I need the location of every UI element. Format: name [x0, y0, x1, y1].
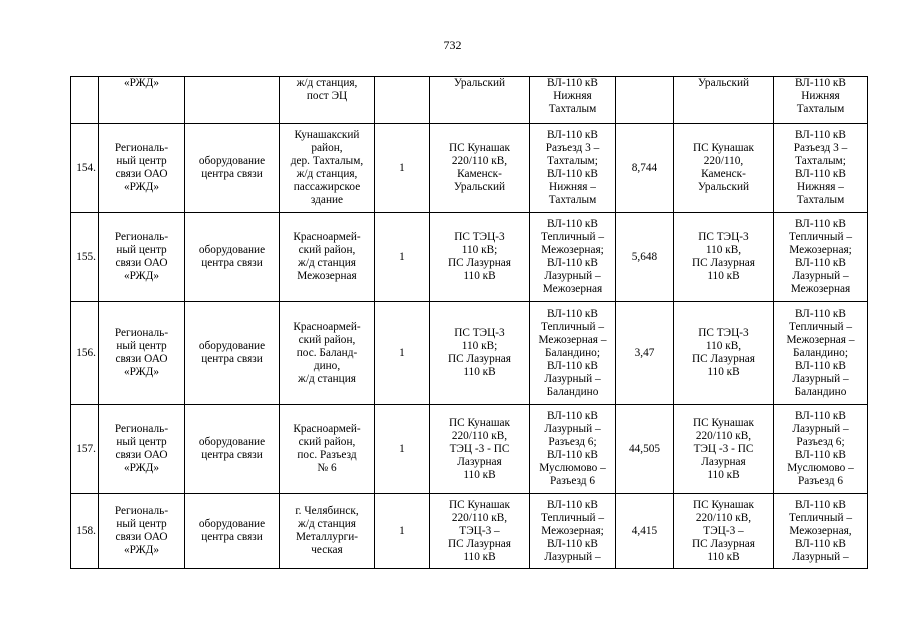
cell-count: [375, 77, 430, 124]
cell-source-current: Уральский: [430, 77, 530, 124]
cell-source-future: Уральский: [674, 77, 774, 124]
cell-location: Красноармей- ский район, пос. Разъезд № 6: [280, 405, 375, 494]
cell-source-current: ПС ТЭЦ-3 110 кВ; ПС Лазурная 110 кВ: [430, 213, 530, 302]
cell-location: Кунашакский район, дер. Тахталым, ж/д станция, пассажирское здание: [280, 124, 375, 213]
cell-source-current: ПС Кунашак 220/110 кВ, Каменск- Уральский: [430, 124, 530, 213]
cell-count: 1: [375, 302, 430, 405]
cell-source-current: ПС Кунашак 220/110 кВ, ТЭЦ-3 – ПС Лазурная 110 кВ: [430, 494, 530, 569]
cell-owner: Региональ- ный центр связи ОАО «РЖД»: [99, 405, 185, 494]
cell-count: 1: [375, 494, 430, 569]
table-row-continuation: [71, 77, 868, 124]
cell-line-future: ВЛ-110 кВ Тепличный – Межозерная, ВЛ-110 кВ Лазурный –: [774, 494, 868, 569]
cell-line-current: ВЛ-110 кВ Тепличный – Межозерная – Баландино; ВЛ-110 кВ Лазурный – Баландино: [530, 302, 616, 405]
cell-source-future: ПС Кунашак 220/110, Каменск- Уральский: [674, 124, 774, 213]
cell-location: г. Челябинск, ж/д станция Металлурги- ческая: [280, 494, 375, 569]
cell-owner: «РЖД»: [99, 77, 185, 124]
cell-power: 8,744: [616, 124, 674, 213]
cell-line-future: ВЛ-110 кВ Тепличный – Межозерная – Баландино; ВЛ-110 кВ Лазурный – Баландино: [774, 302, 868, 405]
table-row: [71, 213, 868, 302]
table-row: [71, 405, 868, 494]
cell-line-current: ВЛ-110 кВ Тепличный – Межозерная; ВЛ-110 кВ Лазурный –: [530, 494, 616, 569]
cell-line-future: ВЛ-110 кВ Тепличный – Межозерная; ВЛ-110 кВ Лазурный – Межозерная: [774, 213, 868, 302]
cell-source-future: ПС ТЭЦ-3 110 кВ, ПС Лазурная 110 кВ: [674, 213, 774, 302]
table-row: [71, 124, 868, 213]
cell-owner: Региональ- ный центр связи ОАО «РЖД»: [99, 213, 185, 302]
cell-location: Красноармей- ский район, пос. Баланд- дино, ж/д станция: [280, 302, 375, 405]
cell-purpose: оборудование центра связи: [185, 213, 280, 302]
cell-owner: Региональ- ный центр связи ОАО «РЖД»: [99, 124, 185, 213]
cell-source-current: ПС ТЭЦ-3 110 кВ; ПС Лазурная 110 кВ: [430, 302, 530, 405]
cell-number: 157.: [71, 405, 99, 494]
cell-power: 4,415: [616, 494, 674, 569]
cell-line-future: ВЛ-110 кВ Разъезд 3 – Тахталым; ВЛ-110 кВ Нижняя – Тахталым: [774, 124, 868, 213]
cell-line-current: ВЛ-110 кВ Лазурный – Разъезд 6; ВЛ-110 кВ Муслюмово – Разъезд 6: [530, 405, 616, 494]
cell-number: [71, 77, 99, 124]
cell-line-current: ВЛ-110 кВ Разъезд 3 – Тахталым; ВЛ-110 кВ Нижняя – Тахталым: [530, 124, 616, 213]
cell-line-current: ВЛ-110 кВ Тепличный – Межозерная; ВЛ-110 кВ Лазурный – Межозерная: [530, 213, 616, 302]
cell-line-future: ВЛ-110 кВ Лазурный – Разъезд 6; ВЛ-110 кВ Муслюмово – Разъезд 6: [774, 405, 868, 494]
cell-number: 154.: [71, 124, 99, 213]
cell-location: ж/д станция, пост ЭЦ: [280, 77, 375, 124]
data-table: [70, 76, 868, 569]
cell-line-current: ВЛ-110 кВ Нижняя Тахталым: [530, 77, 616, 124]
cell-source-future: ПС ТЭЦ-3 110 кВ, ПС Лазурная 110 кВ: [674, 302, 774, 405]
page-number: 732: [443, 38, 462, 52]
cell-number: 155.: [71, 213, 99, 302]
table-row: [71, 494, 868, 569]
cell-power: 3,47: [616, 302, 674, 405]
cell-purpose: оборудование центра связи: [185, 124, 280, 213]
table-row: [71, 302, 868, 405]
cell-owner: Региональ- ный центр связи ОАО «РЖД»: [99, 494, 185, 569]
cell-purpose: [185, 77, 280, 124]
cell-purpose: оборудование центра связи: [185, 302, 280, 405]
cell-power: 44,505: [616, 405, 674, 494]
cell-source-future: ПС Кунашак 220/110 кВ, ТЭЦ -3 - ПС Лазурная 110 кВ: [674, 405, 774, 494]
cell-power: [616, 77, 674, 124]
cell-number: 158.: [71, 494, 99, 569]
cell-source-current: ПС Кунашак 220/110 кВ, ТЭЦ -3 - ПС Лазурная 110 кВ: [430, 405, 530, 494]
cell-count: 1: [375, 213, 430, 302]
cell-line-future: ВЛ-110 кВ Нижняя Тахталым: [774, 77, 868, 124]
cell-purpose: оборудование центра связи: [185, 494, 280, 569]
cell-source-future: ПС Кунашак 220/110 кВ, ТЭЦ-3 – ПС Лазурная 110 кВ: [674, 494, 774, 569]
cell-location: Красноармей- ский район, ж/д станция Межозерная: [280, 213, 375, 302]
cell-purpose: оборудование центра связи: [185, 405, 280, 494]
cell-number: 156.: [71, 302, 99, 405]
cell-power: 5,648: [616, 213, 674, 302]
cell-count: 1: [375, 405, 430, 494]
cell-owner: Региональ- ный центр связи ОАО «РЖД»: [99, 302, 185, 405]
cell-count: 1: [375, 124, 430, 213]
